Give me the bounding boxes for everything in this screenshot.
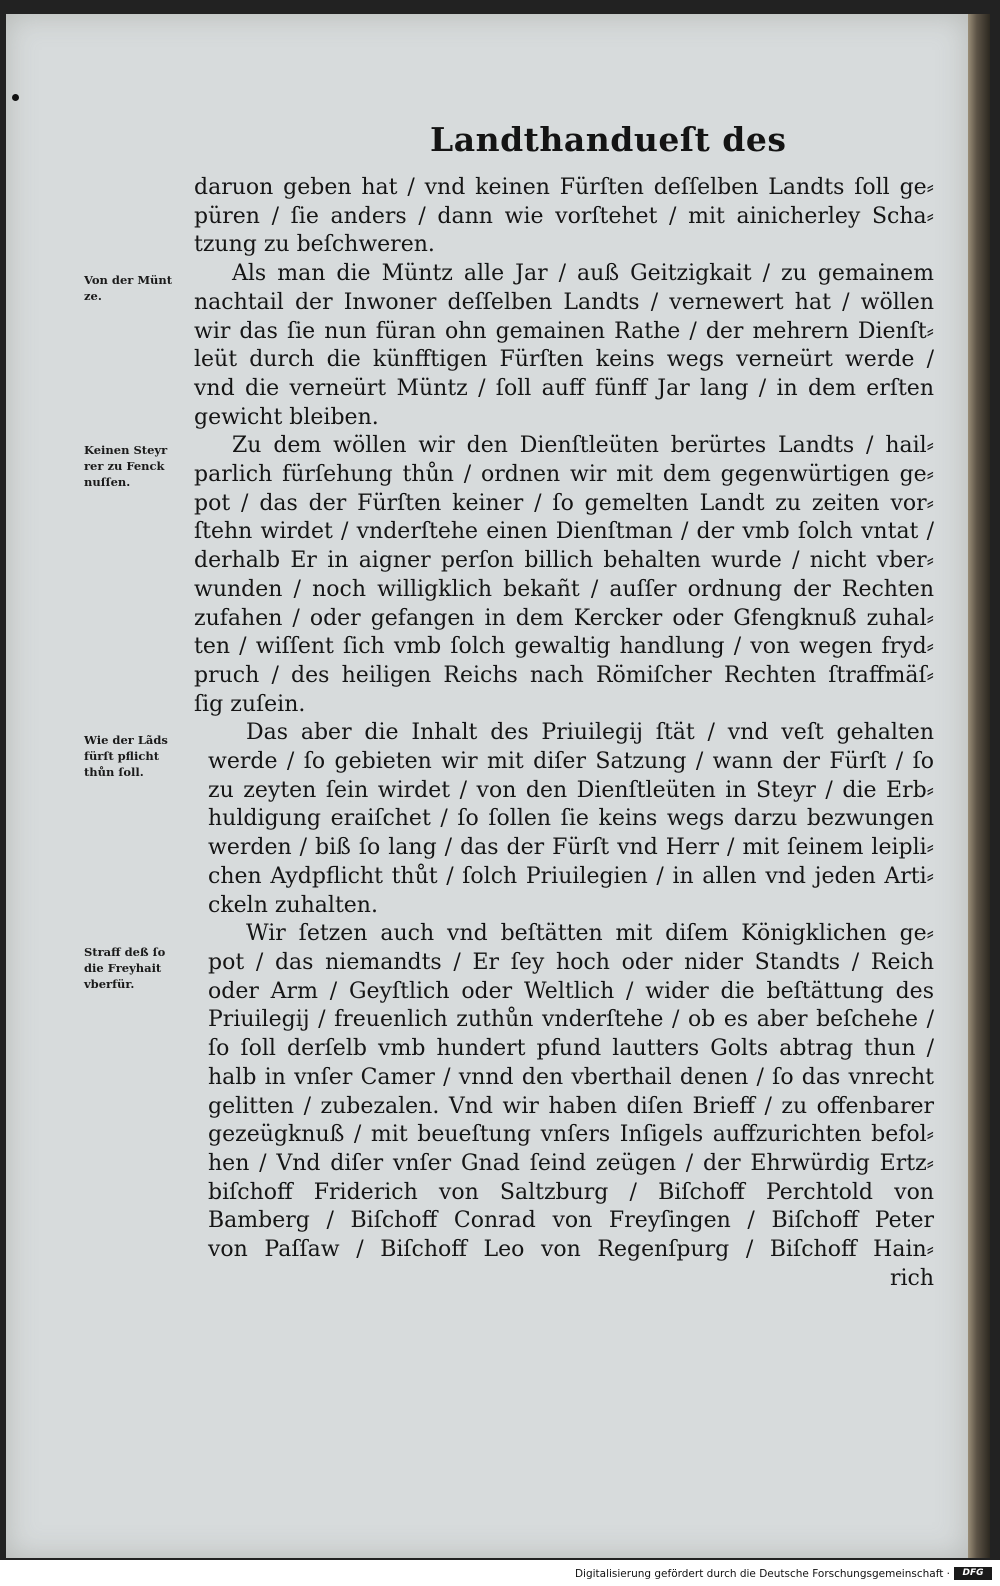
text-line: wunden / noch willigklich bekañt / auſſer ordnung der Rechten: [194, 576, 934, 602]
paragraph-start-line: Wir ſetzen auch vnd beſtätten mit diſem Königklichen ge⸗: [246, 921, 934, 947]
footer-bar: [0, 1560, 1000, 1586]
text-line: gezeügknuß / mit beueſtung vnſers Inſigels auffzurichten befol⸗: [208, 1122, 934, 1148]
running-head: Landthandueſt des: [430, 120, 787, 159]
body-text: [194, 174, 934, 1293]
text-line: zufahen / oder gefangen in dem Kercker oder Gfengknuß zuhal⸗: [194, 605, 934, 631]
margin-note-landsfuerst: [84, 732, 204, 780]
catchword: rich: [889, 1265, 934, 1291]
paragraph-start-line: Als man die Müntz alle Jar / auß Geitzigkait / zu gemainem: [232, 261, 934, 287]
text-line: gelitten / zubezalen. Vnd wir haben diſen Brieff / zu offenbarer: [208, 1093, 934, 1119]
margin-note-line: Von der Münt: [84, 273, 173, 287]
text-line: hen / Vnd diſer vnſer Gnad ſeind zeügen / der Ehrwürdig Ertz⸗: [208, 1150, 934, 1176]
text-line: biſchoff Friderich von Saltzburg / Biſchoff Perchtold von: [208, 1179, 934, 1205]
text-line: ckeln zuhalten.: [208, 892, 378, 918]
margin-note-line: die Freyhait: [84, 961, 162, 975]
margin-note-fenknussen: [84, 442, 204, 490]
text-line: daruon geben hat / vnd keinen Fürſten deſſelben Landts ſoll ge⸗: [194, 175, 934, 200]
margin-note-line: Wie der Lãds: [84, 733, 168, 747]
paragraph-start-line: Das aber die Inhalt des Priuilegij ſtät / vnd veſt gehalten: [246, 720, 934, 746]
text-line: pot / das niemandts / Er ſey hoch oder nider Standts / Reich: [208, 949, 934, 975]
text-line: ſig zuſein.: [194, 691, 306, 717]
margin-note-line: ze.: [84, 289, 102, 303]
text-line: Priuilegij / freuenlich zuthůn vnderſtehe / ob es aber beſchehe /: [208, 1007, 934, 1033]
text-line: ſtehn wirdet / vnderſtehe einen Dienſtman / der vmb ſolch vntat /: [194, 519, 934, 545]
margin-note-line: Keinen Steyr: [84, 443, 168, 457]
paragraph-start-line: Zu dem wöllen wir den Dienſtleüten berürtes Landts / hail⸗: [232, 433, 934, 459]
text-line: derhalb Er in aigner perſon billich behalten wurde / nicht vber⸗: [194, 548, 934, 574]
footer-credit: Digitalisierung gefördert durch die Deutsche Forschungsgemeinschaft ·: [574, 1568, 950, 1580]
text-line: zu zeyten ſein wirdet / von den Dienſtleüten in Steyr / die Erb⸗: [208, 777, 934, 803]
margin-note-line: fürſt pflicht: [84, 749, 160, 763]
text-line: püren / ſie anders / dann wie vorſtehet / mit ainicherley Scha⸗: [194, 203, 934, 229]
margin-note-line: thůn ſoll.: [84, 765, 144, 779]
text-line: gewicht bleiben.: [194, 404, 379, 430]
margin-note-straff: [84, 944, 204, 992]
margin-note-line: rer zu Fenck: [84, 459, 165, 473]
text-line: halb in vnſer Camer / vnnd den vberthail denen / ſo das vnrecht: [208, 1064, 934, 1090]
text-line: werde / ſo gebieten wir mit diſer Satzung / wann der Fürſt / ſo: [208, 749, 934, 775]
text-line: nachtail der Inwoner deſſelben Landts / vernewert hat / wöllen: [194, 289, 934, 315]
margin-note-line: nuſſen.: [84, 475, 131, 489]
text-line: von Paſſaw / Biſchoff Leo von Regenſpurg / Biſchoff Hain⸗: [208, 1237, 934, 1263]
page-edge: [968, 14, 990, 1558]
text-line: wir das ſie nun füran ohn gemainen Rathe / der mehrern Dienſt⸗: [194, 318, 934, 344]
margin-note-line: vberfür.: [84, 977, 135, 991]
dfg-logo: DFG: [954, 1567, 992, 1580]
text-line: parlich fürſehung thůn / ordnen wir mit dem gegenwürtigen ge⸗: [194, 462, 934, 488]
text-line: huldigung eraiſchet / ſo ſollen ſie keins wegs darzu bezwungen: [208, 806, 934, 832]
text-line: vnd die verneürt Müntz / ſoll auff fünff Jar lang / in dem erſten: [194, 375, 934, 401]
margin-note-muentze: [84, 272, 204, 304]
text-line: ten / wiſſent ſich vmb ſolch gewaltig handlung / von wegen fryd⸗: [194, 634, 934, 660]
text-line: Bamberg / Biſchoff Conrad von Freyſingen / Biſchoff Peter: [208, 1208, 934, 1234]
text-line: ſo ſoll derſelb vmb hundert pfund lautters Golts abtrag thun /: [208, 1036, 934, 1062]
text-line: oder Arm / Geyſtlich oder Weltlich / wider die beſtättung des: [208, 978, 934, 1004]
text-line: tzung zu beſchweren.: [194, 232, 435, 258]
text-line: leüt durch die künfftigen Fürſten keins wegs verneürt werde /: [194, 347, 934, 373]
text-line: werden / biß ſo lang / das der Fürſt vnd Herr / mit ſeinem leipli⸗: [208, 835, 934, 861]
text-line: pruch / des heiligen Reichs nach Römiſcher Rechten ſtraffmäſ⸗: [194, 662, 934, 688]
text-line: pot / das der Fürſten keiner / ſo gemelten Landt zu zeiten vor⸗: [194, 490, 934, 516]
margin-note-line: Straff deß ſo: [84, 945, 166, 959]
text-line: chen Aydpflicht thůt / ſolch Priuilegien / in allen vnd jeden Arti⸗: [208, 863, 934, 889]
margin-bullet-mark: [12, 94, 19, 101]
